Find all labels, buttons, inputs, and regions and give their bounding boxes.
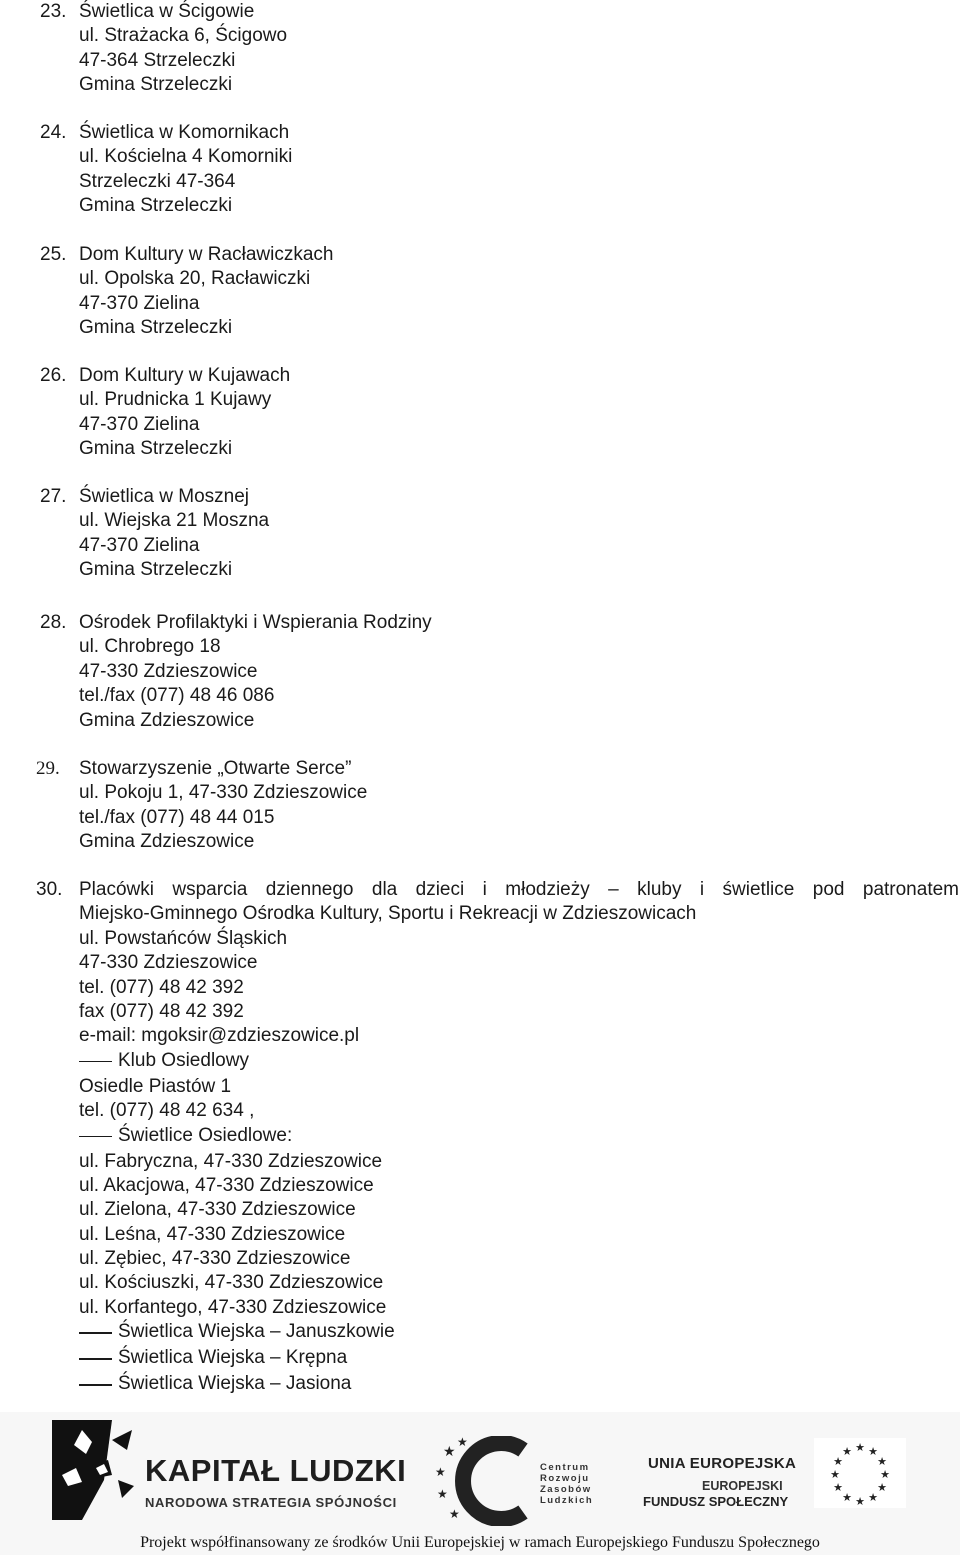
svg-text:★: ★	[868, 1445, 878, 1458]
swietlice-name: Świetlice Osiedlowe:	[118, 1124, 293, 1146]
crzl-text	[540, 1462, 593, 1506]
entry-line: ul. Powstańców Śląskich	[79, 927, 288, 949]
list-item-number: 23.	[40, 1, 67, 22]
entry-line: 47-370 Zielina	[79, 534, 200, 556]
entry-title: Świetlica w Mosznej	[79, 486, 249, 507]
kapital-ludzki-title: KAPITAŁ LUDZKI	[145, 1453, 407, 1488]
entry-line: ul. Korfantego, 47-330 Zdzieszowice	[79, 1296, 387, 1318]
entry-line: 47-364 Strzeleczki	[79, 49, 236, 71]
list-item-number: 26.	[40, 365, 67, 386]
crzl-line: Zasobów	[540, 1484, 592, 1495]
email-line: e-mail: mgoksir@zdzieszowice.pl	[79, 1025, 360, 1047]
entry-line: ul. Zielona, 47-330 Zdzieszowice	[79, 1199, 356, 1221]
entry-line: 47-370 Zielina	[79, 413, 200, 435]
ue-title: UNIA EUROPEJSKA	[648, 1455, 797, 1472]
entry-line: Gmina Strzeleczki	[79, 438, 233, 460]
entry-line: Strzeleczki 47-364	[79, 170, 236, 192]
entry-line: ul. Fabryczna, 47-330 Zdzieszowice	[79, 1150, 383, 1172]
entry-line: 47-330 Zdzieszowice	[79, 660, 258, 682]
entry-line: ul. Opolska 20, Racławiczki	[79, 268, 311, 290]
entry-line: tel./fax (077) 48 46 086	[79, 685, 275, 707]
entry-line: Osiedle Piastów 1	[79, 1075, 232, 1097]
entry-line: tel. (077) 48 42 634 ,	[79, 1100, 255, 1122]
entry-line: tel./fax (077) 48 44 015	[79, 806, 275, 828]
entry-line: Gmina Strzeleczki	[79, 195, 233, 217]
entry-line: Gmina Strzeleczki	[79, 317, 233, 339]
svg-text:★: ★	[877, 1481, 887, 1494]
svg-text:★: ★	[842, 1445, 852, 1458]
svg-text:★: ★	[868, 1491, 878, 1504]
entry-line: Gmina Strzeleczki	[79, 74, 233, 96]
list-item-number: 28.	[40, 612, 67, 633]
entry-line: ul. Leśna, 47-330 Zdzieszowice	[79, 1223, 346, 1245]
entry-title: Placówki wsparcia dziennego dla dzieci i młodzieży – kluby i świetlice pod patronatem	[79, 879, 959, 900]
crzl-line: Ludzkich	[540, 1495, 594, 1506]
entry-line: tel. (077) 48 42 392	[79, 976, 244, 998]
entry-title: Dom Kultury w Racławiczkach	[79, 244, 334, 265]
entry-line: ul. Zębiec, 47-330 Zdzieszowice	[79, 1248, 351, 1270]
svg-text:★: ★	[877, 1455, 887, 1468]
dash-bullet	[79, 1358, 112, 1360]
wiejska-name: Świetlica Wiejska – Januszkowie	[118, 1321, 395, 1343]
eu-flag-icon	[814, 1438, 906, 1508]
entry-line: ul. Pokoju 1, 47-330 Zdzieszowice	[79, 782, 368, 804]
svg-text:★: ★	[443, 1444, 456, 1460]
list-item-number: 27.	[40, 486, 67, 507]
entry-title: Dom Kultury w Kujawach	[79, 365, 291, 386]
club-name: Klub Osiedlowy	[118, 1049, 249, 1071]
svg-text:★: ★	[833, 1481, 843, 1494]
entry-line: ul. Prudnicka 1 Kujawy	[79, 389, 272, 411]
dash-bullet	[79, 1332, 112, 1334]
entry-line: fax (077) 48 42 392	[79, 1000, 244, 1022]
entry-title: Stowarzyszenie „Otwarte Serce”	[79, 758, 352, 779]
crzl-line: Centrum	[540, 1462, 590, 1473]
list-item-number: 29.	[36, 758, 60, 779]
entry-title: Świetlica w Komornikach	[79, 122, 290, 143]
dash-bullet	[79, 1061, 112, 1063]
crzl-line: Rozwoju	[540, 1473, 590, 1484]
cofinancing-note: Projekt współfinansowany ze środków Unii Europejskiej w ramach Europejskiego Funduszu Społecznego	[140, 1534, 820, 1551]
wiejska-item	[79, 1320, 959, 1346]
club-item	[79, 1049, 959, 1075]
entry-line: Gmina Zdzieszowice	[79, 831, 255, 853]
kapital-ludzki-logo-icon	[52, 1420, 137, 1520]
wiejska-name: Świetlica Wiejska – Jasiona	[118, 1373, 352, 1395]
svg-text:★: ★	[457, 1436, 468, 1449]
list-item-number: 24.	[40, 122, 67, 143]
svg-text:★: ★	[833, 1455, 843, 1468]
entry-line: ul. Wiejska 21 Moszna	[79, 510, 270, 532]
entry-line: 47-330 Zdzieszowice	[79, 952, 258, 974]
entry-line: ul. Kościelna 4 Komorniki	[79, 146, 293, 168]
entry-line: 47-370 Zielina	[79, 292, 200, 314]
svg-text:★: ★	[842, 1491, 852, 1504]
entry-line: ul. Kościuszki, 47-330 Zdzieszowice	[79, 1272, 384, 1294]
svg-text:★: ★	[830, 1468, 840, 1481]
ue-subtitle: EUROPEJSKI	[702, 1479, 783, 1493]
crzl-logo-icon	[435, 1436, 535, 1526]
kapital-ludzki-subtitle: NARODOWA STRATEGIA SPÓJNOŚCI	[145, 1495, 397, 1510]
svg-text:★: ★	[449, 1507, 460, 1521]
entry-line: Gmina Zdzieszowice	[79, 709, 255, 731]
entry-line: ul. Strażacka 6, Ścigowo	[79, 25, 288, 47]
wiejska-name: Świetlica Wiejska – Krępna	[118, 1347, 348, 1369]
ue-fund: FUNDUSZ SPOŁECZNY	[643, 1494, 789, 1509]
svg-text:★: ★	[855, 1495, 865, 1508]
wiejska-item	[79, 1372, 959, 1398]
entry-line: ul. Akacjowa, 47-330 Zdzieszowice	[79, 1174, 374, 1196]
svg-text:★: ★	[855, 1441, 865, 1454]
wiejska-item	[79, 1346, 959, 1372]
entry-title: Świetlica w Ścigowie	[79, 1, 255, 22]
list-item-number: 30.	[36, 879, 63, 900]
dash-bullet	[79, 1136, 112, 1138]
entry-line: ul. Chrobrego 18	[79, 636, 221, 658]
svg-text:★: ★	[880, 1468, 890, 1481]
entry-title-continued: Miejsko-Gminnego Ośrodka Kultury, Sportu i Rekreacji w Zdzieszowicach	[79, 903, 697, 925]
dash-bullet	[79, 1384, 112, 1386]
list-item-number: 25.	[40, 244, 67, 265]
svg-text:★: ★	[437, 1487, 448, 1501]
svg-text:★: ★	[435, 1465, 446, 1479]
entry-title: Ośrodek Profilaktyki i Wspierania Rodziny	[79, 612, 432, 633]
swietlice-item	[79, 1124, 959, 1150]
entry-line: Gmina Strzeleczki	[79, 559, 233, 581]
